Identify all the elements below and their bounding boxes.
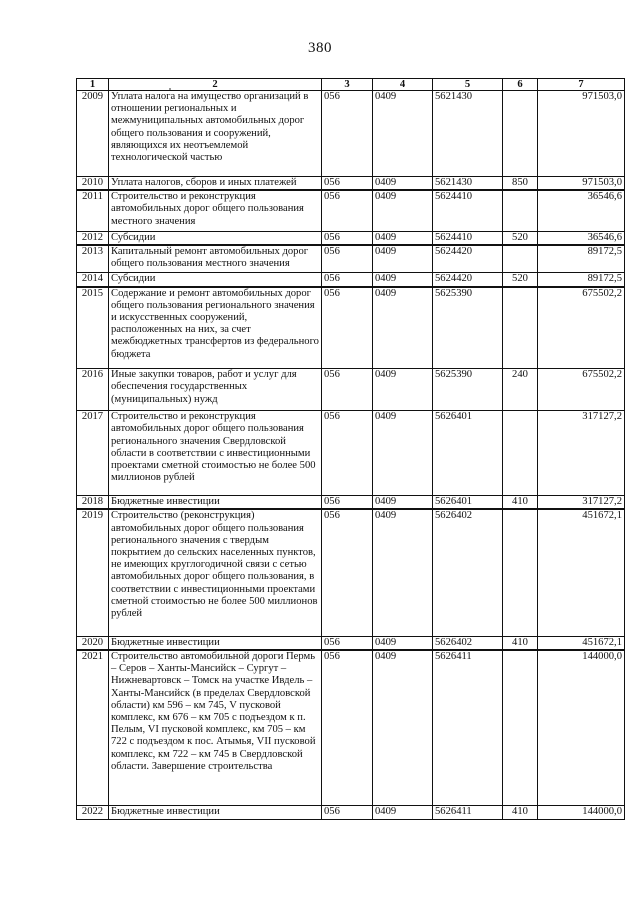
expense-type-code: 410 [503, 636, 538, 650]
section-code: 0409 [373, 245, 433, 273]
expense-type-code: 410 [503, 496, 538, 510]
row-amount: 144000,0 [538, 650, 625, 805]
row-amount: 36546,6 [538, 190, 625, 231]
row-amount: 317127,2 [538, 496, 625, 510]
expense-type-code [503, 91, 538, 177]
section-code: 0409 [373, 231, 433, 245]
row-number: 2017 [77, 411, 109, 496]
row-name: Иные закупки товаров, работ и услуг для обеспечения государственных (муниципальных) нужд [109, 369, 322, 411]
row-amount: 971503,0 [538, 91, 625, 177]
target-code: 5626411 [433, 650, 503, 805]
row-amount: 36546,6 [538, 231, 625, 245]
target-code: 5625390 [433, 369, 503, 411]
row-amount: 675502,2 [538, 287, 625, 369]
expense-type-code: 410 [503, 805, 538, 819]
row-amount: 451672,1 [538, 509, 625, 636]
row-name: Уплата налогов, сборов и иных платежей [109, 177, 322, 191]
row-number: 2009 [77, 91, 109, 177]
section-code: 0409 [373, 369, 433, 411]
admin-code: 056 [322, 245, 373, 273]
column-header: 5 [433, 79, 503, 91]
row-amount: 89172,5 [538, 245, 625, 273]
table-row [77, 190, 625, 231]
target-code: 5621430 [433, 177, 503, 191]
admin-code: 056 [322, 650, 373, 805]
row-name: Бюджетные инвестиции [109, 636, 322, 650]
row-name: Строительство и реконструкция автомобильных дорог общего пользования местного значения [109, 190, 322, 231]
target-code: 5626401 [433, 496, 503, 510]
row-name: Строительство и реконструкция автомобильных дорог общего пользования регионального значения Свердловской области в соответствии с инвестиционными проектами сметной стоимостью не более 500 миллионов рублей [109, 411, 322, 496]
section-code: 0409 [373, 273, 433, 287]
admin-code: 056 [322, 177, 373, 191]
admin-code: 056 [322, 509, 373, 636]
budget-table [76, 78, 625, 820]
table-row [77, 369, 625, 411]
table-row [77, 411, 625, 496]
target-code: 5625390 [433, 287, 503, 369]
table-row [77, 509, 625, 636]
row-number: 2014 [77, 273, 109, 287]
table-row [77, 287, 625, 369]
target-code: 5626402 [433, 509, 503, 636]
column-header: 4 [373, 79, 433, 91]
row-name: Строительство (реконструкция) автомобильных дорог общего пользования регионального значения с твердым покрытием до сельских населенных пунктов, не имеющих круглогодичной связи с сетью автомобильных дорог общего пользования, в соответствии с инвестиционными проектами сметной стоимостью не более 500 миллионов рублей [109, 509, 322, 636]
admin-code: 056 [322, 273, 373, 287]
expense-type-code [503, 245, 538, 273]
table-row [77, 805, 625, 819]
admin-code: 056 [322, 411, 373, 496]
table-row [77, 177, 625, 191]
row-name: Бюджетные инвестиции [109, 805, 322, 819]
admin-code: 056 [322, 636, 373, 650]
admin-code: 056 [322, 231, 373, 245]
table-row [77, 496, 625, 510]
row-name: Строительство автомобильной дороги Пермь – Серов – Ханты-Мансийск – Сургут – Нижневартовск – Томск на участке Ивдель – Ханты-Мансийск (в пределах Свердловской области) км 596 – км 745, V пусковой комплекс, км 676 – км 705 с подъездом к п. Пелым, VI пусковой комплекс, км 705 – км 722 с подъездом к пос. Атымья, VII пусковой комплекс, км 722 – км 745 в Свердловской области. Завершение строительства [109, 650, 322, 805]
expense-type-code [503, 411, 538, 496]
row-name: Содержание и ремонт автомобильных дорог общего пользования регионального значения и искусственных сооружений, расположенных на них, за счет межбюджетных трансфертов из федерального бюджета [109, 287, 322, 369]
row-number: 2013 [77, 245, 109, 273]
expense-type-code: 520 [503, 231, 538, 245]
target-code: 5624420 [433, 273, 503, 287]
admin-code: 056 [322, 190, 373, 231]
admin-code: 056 [322, 91, 373, 177]
row-amount: 317127,2 [538, 411, 625, 496]
row-number: 2020 [77, 636, 109, 650]
row-number: 2022 [77, 805, 109, 819]
expense-type-code [503, 509, 538, 636]
row-name: Уплата налога на имущество организаций в отношении региональных и межмуниципальных автомобильных дорог общего пользования и сооружений, являющихся их неотъемлемой технологической частью [109, 91, 322, 177]
column-header: 7 [538, 79, 625, 91]
page-number: 380 [308, 40, 332, 56]
expense-type-code: 520 [503, 273, 538, 287]
admin-code: 056 [322, 496, 373, 510]
target-code: 5624410 [433, 231, 503, 245]
table-row [77, 245, 625, 273]
section-code: 0409 [373, 411, 433, 496]
row-number: 2018 [77, 496, 109, 510]
row-number: 2019 [77, 509, 109, 636]
expense-type-code [503, 287, 538, 369]
row-number: 2015 [77, 287, 109, 369]
row-number: 2016 [77, 369, 109, 411]
row-name: Субсидии [109, 273, 322, 287]
table-row [77, 231, 625, 245]
section-code: 0409 [373, 509, 433, 636]
row-amount: 675502,2 [538, 369, 625, 411]
expense-type-code: 850 [503, 177, 538, 191]
column-header: 3 [322, 79, 373, 91]
row-name: Субсидии [109, 231, 322, 245]
target-code: 5626401 [433, 411, 503, 496]
column-header: 6 [503, 79, 538, 91]
admin-code: 056 [322, 805, 373, 819]
section-code: 0409 [373, 650, 433, 805]
target-code: 5624410 [433, 190, 503, 231]
section-code: 0409 [373, 287, 433, 369]
row-name: Капитальный ремонт автомобильных дорог общего пользования местного значения [109, 245, 322, 273]
table-row [77, 636, 625, 650]
section-code: 0409 [373, 177, 433, 191]
row-number: 2012 [77, 231, 109, 245]
row-name: Бюджетные инвестиции [109, 496, 322, 510]
expense-type-code [503, 650, 538, 805]
table-row [77, 273, 625, 287]
expense-type-code: 240 [503, 369, 538, 411]
table-row [77, 91, 625, 177]
target-code: 5626411 [433, 805, 503, 819]
table-header-row [77, 79, 625, 91]
section-code: 0409 [373, 190, 433, 231]
section-code: 0409 [373, 636, 433, 650]
target-code: 5621430 [433, 91, 503, 177]
target-code: 5624420 [433, 245, 503, 273]
row-amount: 144000,0 [538, 805, 625, 819]
section-code: 0409 [373, 91, 433, 177]
row-amount: 971503,0 [538, 177, 625, 191]
expense-type-code [503, 190, 538, 231]
section-code: 0409 [373, 496, 433, 510]
row-number: 2021 [77, 650, 109, 805]
section-code: 0409 [373, 805, 433, 819]
row-amount: 451672,1 [538, 636, 625, 650]
column-header: 1 [77, 79, 109, 91]
admin-code: 056 [322, 369, 373, 411]
row-number: 2011 [77, 190, 109, 231]
admin-code: 056 [322, 287, 373, 369]
row-number: 2010 [77, 177, 109, 191]
column-header: 2 [109, 79, 322, 91]
table-row [77, 650, 625, 805]
row-amount: 89172,5 [538, 273, 625, 287]
target-code: 5626402 [433, 636, 503, 650]
